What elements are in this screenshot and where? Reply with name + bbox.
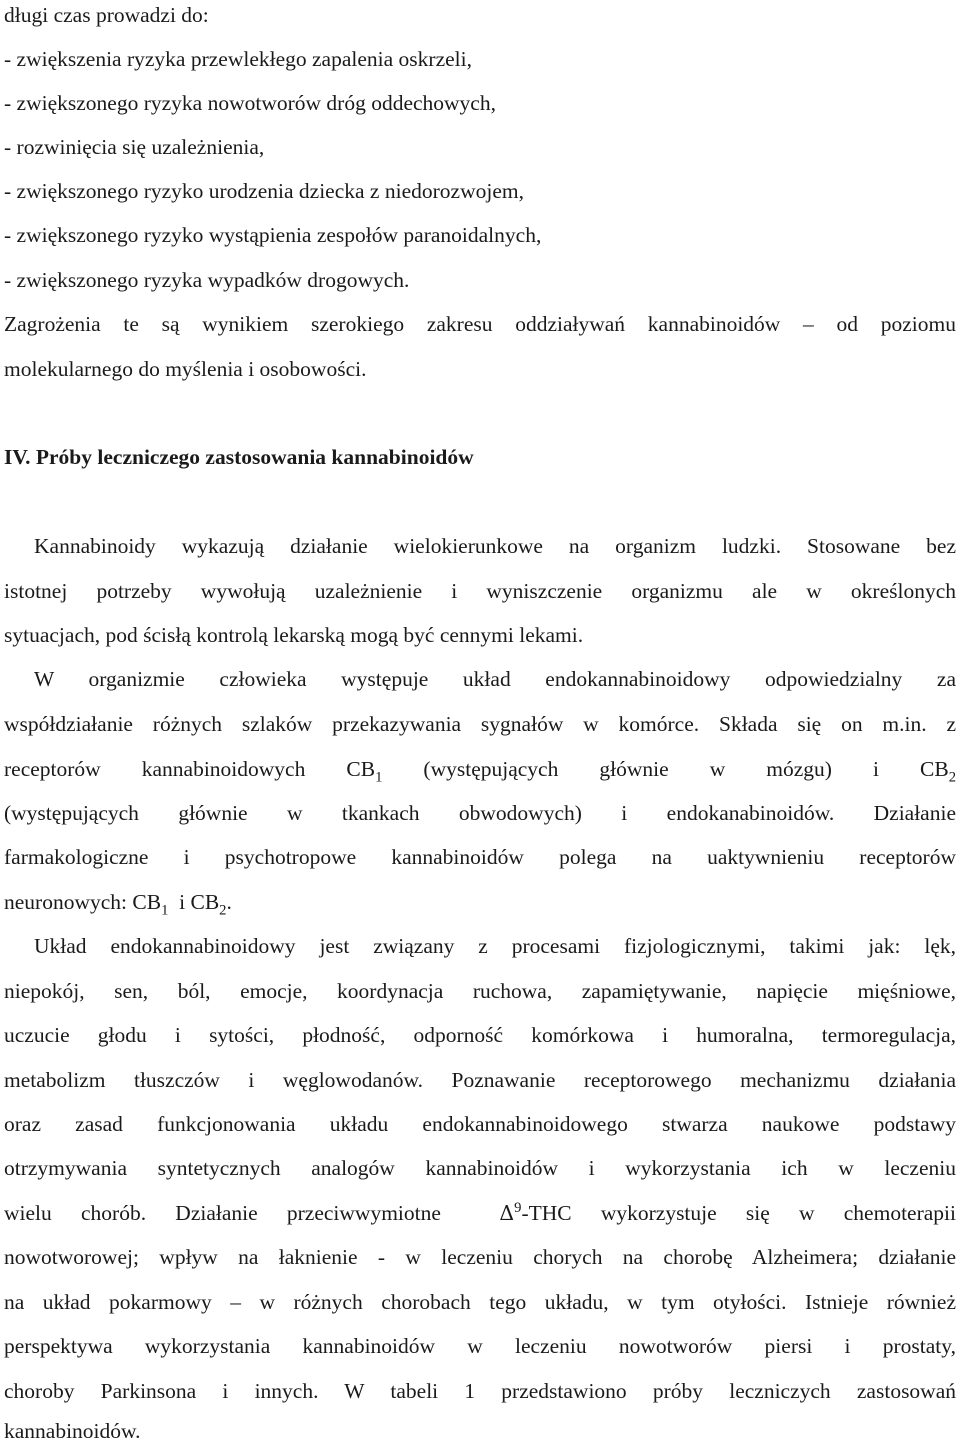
paragraph-line: neuronowych: $CB_1$ i $CB_2$. [4,890,232,919]
paragraph-line: metabolizm tłuszczów i węglowodanów. Poznawanie receptorowego mechanizmu działania [4,1068,956,1092]
paragraph-line: Układ endokannabinoidowy jest związany z procesami fizjologicznymi, takimi jak: lęk, [34,934,956,958]
paragraph-line: receptorów kannabinoidowych $CB_1$ (występujących głównie w mózgu) i $CB_2$ [4,757,957,786]
paragraph-line: Kannabinoidy wykazują działanie wielokierunkowe na organizm ludzki. Stosowane bez [34,534,956,558]
paragraph-line: istotnej potrzeby wywołują uzależnienie i wyniszczenie organizmu ale w określonych [4,579,956,603]
paragraph-line: współdziałanie różnych szlaków przekazywania sygnałów w komórce. Składa się on m.in. z [4,712,956,736]
paragraph-line: otrzymywania syntetycznych analogów kannabinoidów i wykorzystania ich w leczeniu [4,1156,956,1180]
list-intro: długi czas prowadzi do: [4,3,209,27]
section-heading: IV. Próby leczniczego zastosowania kannabinoidów [4,445,474,469]
paragraph-line: choroby Parkinsona i innych. W tabeli 1 przedstawiono próby leczniczych zastosowań [4,1379,956,1403]
paragraph-line: nowotworowej; wpływ na łaknienie - w leczeniu chorych na chorobę Alzheimera; działanie [4,1245,956,1269]
list-item: - rozwinięcia się uzależnienia, [4,135,265,159]
list-item: - zwiększonego ryzyka wypadków drogowych. [4,268,410,292]
summary-line: molekularnego do myślenia i osobowości. [4,357,367,381]
paragraph-line: wielu chorób. Działanie przeciwwymiotne $\Delta^9$-THC wykorzystuje się w chemoterapii [4,1199,956,1225]
paragraph-line: perspektywa wykorzystania kannabinoidów w leczeniu nowotworów piersi i prostaty, [4,1334,956,1358]
paragraph-line: farmakologiczne i psychotropowe kannabinoidów polega na uaktywnieniu receptorów [4,845,956,869]
paragraph-line: kannabinoidów. [4,1419,141,1443]
paragraph-line: na układ pokarmowy – w różnych chorobach tego układu, w tym otyłości. Istnieje również [4,1290,956,1314]
delta-symbol: Δ [499,1201,515,1225]
paragraph-line: uczucie głodu i sytości, płodność, odporność komórkowa i humoralna, termoregulacja, [4,1023,956,1047]
paragraph-line: W organizmie człowieka występuje układ endokannabinoidowy odpowiedzialny za [34,667,956,691]
list-item: - zwiększonego ryzyko wystąpienia zespołów paranoidalnych, [4,223,542,247]
paragraph-line: oraz zasad funkcjonowania układu endokannabinoidowego stwarza naukowe podstawy [4,1112,956,1136]
list-item: - zwiększonego ryzyka nowotworów dróg oddechowych, [4,91,496,115]
list-item: - zwiększenia ryzyka przewlekłego zapalenia oskrzeli, [4,47,472,71]
paragraph-line: (występujących głównie w tkankach obwodowych) i endokanabinoidów. Działanie [4,801,956,825]
list-item: - zwiększonego ryzyko urodzenia dziecka z niedorozwojem, [4,179,524,203]
paragraph-line: sytuacjach, pod ścisłą kontrolą lekarską mogą być cennymi lekami. [4,623,584,647]
summary-line: Zagrożenia te są wynikiem szerokiego zakresu oddziaływań kannabinoidów – od poziomu [4,312,956,336]
paragraph-line: niepokój, sen, ból, emocje, koordynacja ruchowa, zapamiętywanie, napięcie mięśniowe, [4,979,956,1003]
